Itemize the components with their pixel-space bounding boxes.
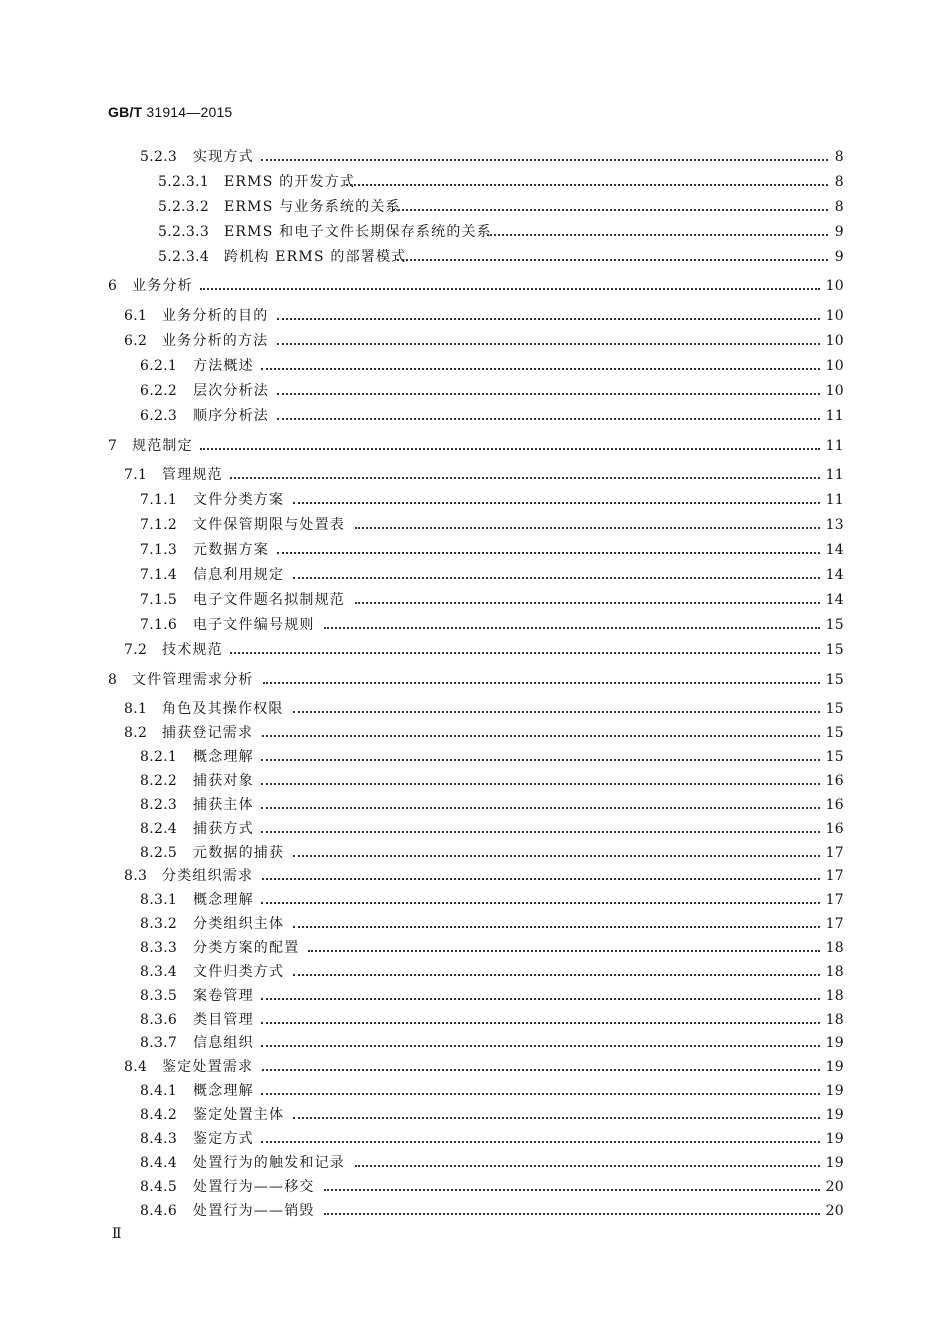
- toc-entry-page: 17: [825, 868, 844, 884]
- toc-dot-leader: [261, 791, 819, 809]
- toc-entry-number: 7.1: [124, 467, 148, 483]
- toc-entry-number: 8.4.6: [140, 1203, 178, 1219]
- toc-entry-page: 16: [825, 797, 844, 813]
- toc-entry-page: 14: [825, 542, 844, 558]
- toc-entry-number: 8.3.2: [140, 916, 178, 932]
- toc-entry-page: 10: [825, 358, 844, 374]
- toc-dot-leader: [261, 815, 819, 833]
- toc-entry-number: 8.1: [124, 701, 148, 717]
- toc-entry-page: 19: [825, 1059, 844, 1075]
- toc-dot-leader: [293, 839, 820, 857]
- toc-entry-title: ERMS 的开发方式: [224, 174, 356, 190]
- toc-entry[interactable]: [0, 616, 950, 634]
- toc-entry-number: 8.3.5: [140, 988, 178, 1004]
- toc-entry[interactable]: [0, 724, 950, 742]
- toc-entry-page: 19: [825, 1155, 844, 1171]
- toc-entry-title: 元数据的捕获: [193, 845, 285, 861]
- toc-entry[interactable]: [0, 466, 950, 484]
- toc-entry-title: 分类组织主体: [193, 916, 285, 932]
- toc-entry-title: 业务分析: [132, 278, 193, 294]
- toc-entry-number: 8.4.3: [140, 1131, 178, 1147]
- toc-entry-page: 10: [825, 308, 844, 324]
- toc-entry[interactable]: [0, 1178, 950, 1196]
- toc-entry-title: 规范制定: [132, 438, 193, 454]
- toc-entry-title: ERMS 与业务系统的关系: [224, 199, 401, 215]
- toc-entry-number: 8.4.1: [140, 1083, 178, 1099]
- toc-entry-number: 6.2.1: [140, 358, 178, 374]
- toc-entry[interactable]: [0, 867, 950, 885]
- toc-entry-page: 9: [834, 249, 844, 265]
- toc-entry[interactable]: [0, 223, 950, 241]
- toc-entry-page: 15: [825, 749, 844, 765]
- toc-entry-title: 文件归类方式: [193, 964, 285, 980]
- toc-dot-leader: [261, 767, 819, 785]
- toc-dot-leader: [262, 862, 820, 880]
- toc-entry-title: 分类组织需求: [162, 868, 254, 884]
- toc-entry-title: 捕获方式: [193, 821, 254, 837]
- toc-entry-number: 7.1.5: [140, 592, 178, 608]
- toc-dot-leader: [277, 402, 820, 420]
- toc-entry-title: 类目管理: [193, 1012, 254, 1028]
- toc-entry-title: 文件分类方案: [193, 492, 285, 508]
- toc-entry-title: 文件管理需求分析: [132, 672, 254, 688]
- toc-entry[interactable]: [0, 382, 950, 400]
- toc-entry[interactable]: [0, 1011, 950, 1029]
- toc-entry-page: 10: [825, 383, 844, 399]
- toc-entry-number: 8.2.5: [140, 845, 178, 861]
- toc-dot-leader: [277, 536, 820, 554]
- toc-dot-leader: [293, 958, 820, 976]
- toc-entry-title: 实现方式: [193, 149, 254, 165]
- toc-entry[interactable]: [0, 796, 950, 814]
- toc-dot-leader: [263, 666, 820, 684]
- toc-entry-title: 业务分析的方法: [162, 333, 269, 349]
- toc-entry-number: 8.4.5: [140, 1179, 178, 1195]
- toc-dot-leader: [487, 218, 828, 236]
- toc-dot-leader: [355, 511, 820, 529]
- toc-entry-title: 捕获对象: [193, 773, 254, 789]
- toc-entry-page: 17: [825, 892, 844, 908]
- toc-entry-number: 7: [108, 438, 118, 454]
- toc-entry-page: 14: [825, 592, 844, 608]
- toc-entry[interactable]: [0, 1202, 950, 1220]
- toc-entry-page: 14: [825, 567, 844, 583]
- toc-entry-number: 8.2.1: [140, 749, 178, 765]
- toc-entry[interactable]: [0, 198, 950, 216]
- toc-entry-page: 8: [834, 199, 844, 215]
- toc-entry[interactable]: [0, 541, 950, 559]
- toc-entry-number: 5.2.3.2: [158, 199, 210, 215]
- toc-entry[interactable]: [0, 1058, 950, 1076]
- toc-entry[interactable]: [0, 248, 950, 266]
- toc-entry-number: 6.2.3: [140, 408, 178, 424]
- toc-dot-leader: [261, 886, 819, 904]
- toc-entry-page: 11: [825, 467, 844, 483]
- standard-code: GB/T: [108, 104, 143, 120]
- toc-entry-number: 8: [108, 672, 118, 688]
- toc-entry-title: 分类方案的配置: [193, 940, 300, 956]
- toc-entry-title: 案卷管理: [193, 988, 254, 1004]
- toc-entry-number: 6.2: [124, 333, 148, 349]
- toc-dot-leader: [324, 1197, 820, 1215]
- toc-entry-page: 10: [825, 278, 844, 294]
- toc-dot-leader: [293, 561, 820, 579]
- toc-entry-number: 6.1: [124, 308, 148, 324]
- toc-dot-leader: [262, 1053, 820, 1071]
- toc-dot-leader: [355, 586, 820, 604]
- toc-entry-number: 8.3.1: [140, 892, 178, 908]
- toc-entry-title: 电子文件题名拟制规范: [193, 592, 345, 608]
- toc-entry-page: 17: [825, 916, 844, 932]
- toc-dot-leader: [324, 611, 820, 629]
- toc-entry-number: 8.3.7: [140, 1035, 178, 1051]
- toc-entry-title: 角色及其操作权限: [162, 701, 284, 717]
- toc-entry-page: 16: [825, 821, 844, 837]
- toc-dot-leader: [293, 910, 820, 928]
- toc-entry-number: 7.2: [124, 642, 148, 658]
- toc-entry-page: 11: [825, 408, 844, 424]
- toc-dot-leader: [261, 352, 819, 370]
- toc-entry[interactable]: [0, 307, 950, 325]
- toc-entry-number: 6: [108, 278, 118, 294]
- toc-entry[interactable]: [0, 1082, 950, 1100]
- toc-dot-leader: [308, 934, 819, 952]
- toc-dot-leader: [346, 168, 827, 186]
- toc-entry-title: 业务分析的目的: [162, 308, 269, 324]
- toc-entry-title: 层次分析法: [193, 383, 269, 399]
- toc-entry-number: 7.1.4: [140, 567, 178, 583]
- toc-entry-title: 捕获登记需求: [162, 725, 254, 741]
- toc-entry-page: 15: [825, 725, 844, 741]
- document-header: [108, 104, 232, 120]
- toc-dot-leader: [397, 243, 828, 261]
- toc-dot-leader: [230, 636, 819, 654]
- toc-entry-title: ERMS 和电子文件长期保存系统的关系: [224, 224, 492, 240]
- toc-entry-title: 方法概述: [193, 358, 254, 374]
- toc-entry-title: 处置行为——销毁: [193, 1203, 315, 1219]
- toc-entry-page: 8: [834, 149, 844, 165]
- toc-entry-title: 电子文件编号规则: [193, 617, 315, 633]
- toc-entry-title: 文件保管期限与处置表: [193, 517, 345, 533]
- toc-entry[interactable]: [0, 148, 950, 166]
- toc-dot-leader: [277, 327, 819, 345]
- toc-entry-number: 5.2.3: [140, 149, 178, 165]
- toc-entry-page: 20: [825, 1203, 844, 1219]
- toc-entry[interactable]: [0, 591, 950, 609]
- toc-dot-leader: [393, 193, 828, 211]
- toc-entry-page: 16: [825, 773, 844, 789]
- toc-entry-number: 8.4.4: [140, 1155, 178, 1171]
- toc-entry-number: 5.2.3.4: [158, 249, 210, 265]
- toc-entry-number: 8.3.6: [140, 1012, 178, 1028]
- toc-dot-leader: [262, 719, 820, 737]
- toc-entry[interactable]: [0, 820, 950, 838]
- toc-entry-title: 管理规范: [162, 467, 223, 483]
- toc-entry-page: 18: [825, 940, 844, 956]
- toc-dot-leader: [261, 743, 819, 761]
- toc-entry-page: 11: [825, 492, 844, 508]
- toc-entry[interactable]: [0, 891, 950, 909]
- toc-entry-number: 7.1.3: [140, 542, 178, 558]
- toc-entry-number: 8.4.2: [140, 1107, 178, 1123]
- toc-entry-title: 鉴定方式: [193, 1131, 254, 1147]
- toc-entry-number: 8.2: [124, 725, 148, 741]
- toc-entry[interactable]: [0, 277, 950, 295]
- toc-entry[interactable]: [0, 939, 950, 957]
- toc-entry[interactable]: [0, 1154, 950, 1172]
- toc-entry[interactable]: [0, 1034, 950, 1052]
- toc-entry-number: 8.3: [124, 868, 148, 884]
- toc-entry[interactable]: [0, 173, 950, 191]
- toc-entry[interactable]: [0, 357, 950, 375]
- toc-entry-number: 7.1.6: [140, 617, 178, 633]
- toc-entry-number: 8.4: [124, 1059, 148, 1075]
- toc-dot-leader: [230, 461, 819, 479]
- toc-entry-number: 7.1.1: [140, 492, 178, 508]
- toc-entry[interactable]: [0, 915, 950, 933]
- toc-entry-page: 18: [825, 964, 844, 980]
- toc-entry-number: 8.2.3: [140, 797, 178, 813]
- toc-entry-page: 18: [825, 988, 844, 1004]
- toc-entry-number: 8.3.3: [140, 940, 178, 956]
- toc-entry[interactable]: [0, 437, 950, 455]
- toc-entry-title: 概念理解: [193, 1083, 254, 1099]
- toc-entry-page: 15: [825, 701, 844, 717]
- toc-dot-leader: [261, 1006, 819, 1024]
- toc-entry-title: 技术规范: [162, 642, 223, 658]
- standard-number: 31914—2015: [146, 104, 233, 120]
- toc-entry-page: 17: [825, 845, 844, 861]
- toc-entry[interactable]: [0, 987, 950, 1005]
- toc-entry-title: 鉴定处置主体: [193, 1107, 285, 1123]
- toc-entry-page: 9: [834, 224, 844, 240]
- toc-entry-number: 8.2.2: [140, 773, 178, 789]
- toc-entry-title: 信息组织: [193, 1035, 254, 1051]
- toc-entry-title: 鉴定处置需求: [162, 1059, 254, 1075]
- toc-entry-page: 15: [825, 642, 844, 658]
- toc-entry-page: 8: [834, 174, 844, 190]
- toc-entry-number: 8.3.4: [140, 964, 178, 980]
- toc-entry-title: 顺序分析法: [193, 408, 269, 424]
- toc-entry[interactable]: [0, 671, 950, 689]
- toc-entry-page: 10: [825, 333, 844, 349]
- toc-dot-leader: [293, 695, 820, 713]
- toc-dot-leader: [200, 432, 819, 450]
- toc-dot-leader: [277, 302, 819, 320]
- toc-entry-number: 5.2.3.1: [158, 174, 210, 190]
- toc-entry[interactable]: [0, 641, 950, 659]
- toc-entry-page: 15: [825, 672, 844, 688]
- toc-entry[interactable]: [0, 566, 950, 584]
- toc-entry[interactable]: [0, 407, 950, 425]
- toc-entry-page: 19: [825, 1131, 844, 1147]
- toc-dot-leader: [200, 272, 819, 290]
- toc-entry-page: 18: [825, 1012, 844, 1028]
- toc-entry[interactable]: [0, 844, 950, 862]
- toc-entry[interactable]: [0, 772, 950, 790]
- toc-entry-title: 信息利用规定: [193, 567, 285, 583]
- toc-entry[interactable]: [0, 1106, 950, 1124]
- toc-dot-leader: [293, 486, 820, 504]
- page-number-footer: Ⅱ: [112, 1226, 122, 1242]
- toc-dot-leader: [261, 1029, 819, 1047]
- toc-entry-number: 7.1.2: [140, 517, 178, 533]
- toc-entry[interactable]: [0, 748, 950, 766]
- toc-entry[interactable]: [0, 491, 950, 509]
- toc-entry-title: 元数据方案: [193, 542, 269, 558]
- toc-entry-title: 概念理解: [193, 749, 254, 765]
- toc-entry-page: 19: [825, 1107, 844, 1123]
- toc-dot-leader: [261, 1077, 819, 1095]
- toc-entry-number: 8.2.4: [140, 821, 178, 837]
- toc-entry-title: 处置行为——移交: [193, 1179, 315, 1195]
- toc-entry[interactable]: [0, 332, 950, 350]
- toc-dot-leader: [355, 1149, 820, 1167]
- toc-entry-page: 11: [825, 438, 844, 454]
- toc-entry-title: 跨机构 ERMS 的部署模式: [224, 249, 407, 265]
- toc-entry[interactable]: [0, 963, 950, 981]
- toc-entry-title: 捕获主体: [193, 797, 254, 813]
- toc-entry[interactable]: [0, 700, 950, 718]
- toc-dot-leader: [293, 1101, 820, 1119]
- toc-entry[interactable]: [0, 516, 950, 534]
- toc-entry-page: 15: [825, 617, 844, 633]
- toc-entry-page: 20: [825, 1179, 844, 1195]
- toc-entry-number: 5.2.3.3: [158, 224, 210, 240]
- toc-entry[interactable]: [0, 1130, 950, 1148]
- toc-entry-title: 概念理解: [193, 892, 254, 908]
- toc-dot-leader: [261, 1125, 819, 1143]
- toc-dot-leader: [261, 143, 827, 161]
- toc-entry-number: 6.2.2: [140, 383, 178, 399]
- toc-entry-page: 13: [825, 517, 844, 533]
- toc-dot-leader: [324, 1173, 820, 1191]
- toc-entry-page: 19: [825, 1035, 844, 1051]
- toc-entry-title: 处置行为的触发和记录: [193, 1155, 345, 1171]
- toc-entry-page: 19: [825, 1083, 844, 1099]
- toc-dot-leader: [277, 377, 820, 395]
- toc-dot-leader: [261, 982, 819, 1000]
